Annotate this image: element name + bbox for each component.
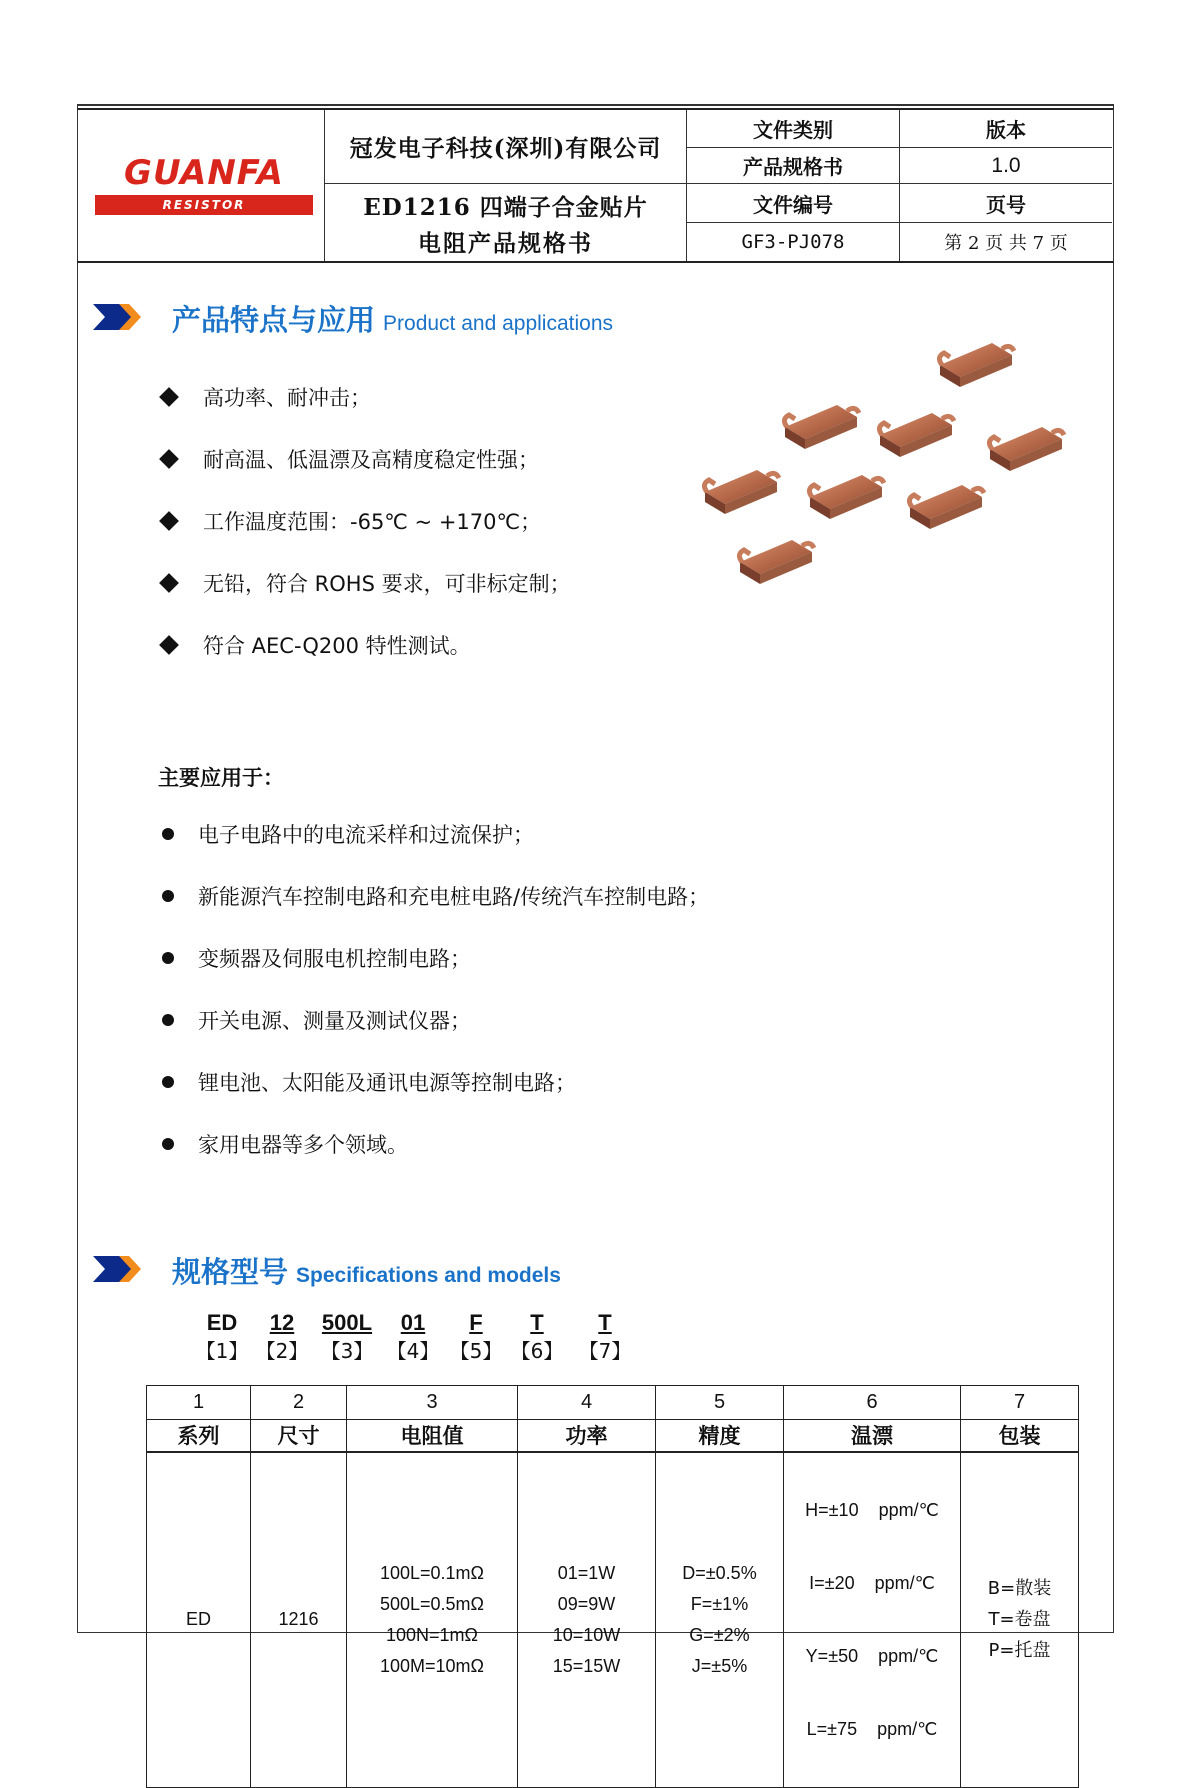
code-index: 【2】: [255, 1339, 309, 1363]
list-item: 变频器及伺服电机控制电路；: [158, 943, 471, 973]
table-cell: 5: [656, 1386, 784, 1420]
resistor-icon: [739, 540, 814, 584]
diamond-bullet-icon: [159, 573, 179, 593]
file-number-label: 文件编号: [753, 192, 833, 217]
series-cell: ED: [147, 1452, 251, 1788]
file-category-label: 文件类别: [753, 118, 833, 142]
logo-brand: GUANFA: [124, 153, 284, 193]
page-number-value: 第 2 页 共 7 页: [944, 233, 1068, 254]
features-title-zh: 产品特点与应用: [172, 303, 376, 337]
power-cell: 01=1W 09=9W 10=10W 15=15W: [518, 1452, 656, 1788]
file-category-value: 产品规格书: [743, 155, 843, 179]
code-index: 【5】: [449, 1339, 503, 1363]
specs-title-zh: 规格型号: [172, 1255, 289, 1289]
specs-section-title: [172, 1250, 561, 1291]
code-index: 【6】: [510, 1339, 564, 1363]
dot-bullet-icon: [162, 952, 174, 964]
table-header: 系列: [147, 1420, 251, 1452]
page-frame-top: [77, 104, 1114, 105]
applications-label: 主要应用于：: [158, 766, 284, 790]
list-item: 耐高温、低温漂及高精度稳定性强；: [158, 444, 539, 474]
dot-bullet-icon: [162, 890, 174, 902]
resistance-cell: 100L=0.1mΩ 500L=0.5mΩ 100N=1mΩ 100M=10mΩ: [347, 1452, 518, 1788]
section-arrow-icon: [93, 304, 141, 330]
resistor-icon: [809, 475, 884, 519]
table-header: 温漂: [784, 1420, 961, 1452]
table-row: [147, 1452, 1079, 1788]
table-header-row: [147, 1420, 1079, 1452]
table-cell: 6: [784, 1386, 961, 1420]
table-cell: 3: [347, 1386, 518, 1420]
code-part: T: [530, 1310, 544, 1335]
guanfa-logo: [95, 155, 313, 215]
resistor-icon: [704, 470, 779, 514]
dot-bullet-icon: [162, 828, 174, 840]
resistor-icon: [784, 405, 859, 449]
code-part: F: [469, 1310, 483, 1335]
list-item: 锂电池、太阳能及通讯电源等控制电路；: [158, 1067, 576, 1097]
dot-bullet-icon: [162, 1138, 174, 1150]
table-header: 功率: [518, 1420, 656, 1452]
code-index: 【4】: [386, 1339, 440, 1363]
diamond-bullet-icon: [159, 635, 179, 655]
spec-table: [146, 1385, 1079, 1788]
code-part: ED: [206, 1310, 238, 1335]
file-number-value: GF3-PJ078: [741, 231, 845, 253]
resistor-icon: [939, 343, 1014, 387]
section-arrow-icon: [93, 1256, 141, 1282]
specs-title-en: Specifications and models: [296, 1264, 561, 1287]
document-title-line1: ED1216 四端子合金贴片: [363, 193, 648, 221]
tolerance-cell: D=±0.5% F=±1% G=±2% J=±5%: [656, 1452, 784, 1788]
code-part: 500L: [321, 1310, 373, 1335]
table-cell: 1: [147, 1386, 251, 1420]
diamond-bullet-icon: [159, 387, 179, 407]
version-value: 1.0: [991, 153, 1021, 177]
dot-bullet-icon: [162, 1076, 174, 1088]
diamond-bullet-icon: [159, 449, 179, 469]
page-number-label: 页号: [986, 192, 1026, 217]
list-item: 电子电路中的电流采样和过流保护；: [158, 819, 534, 849]
code-part: 01: [400, 1310, 426, 1335]
code-part: T: [598, 1310, 612, 1335]
table-header: 包装: [961, 1420, 1079, 1452]
tcr-cell: H=±10 ppm/℃ I=±20 ppm/℃ Y=±50 ppm/℃ L=±75 ppm/℃: [784, 1452, 961, 1788]
table-cell: 2: [251, 1386, 347, 1420]
document-title-line2: 电阻产品规格书: [418, 229, 593, 257]
product-photo: [700, 335, 1070, 600]
code-index: 【1】: [195, 1339, 249, 1363]
company-name: 冠发电子科技(深圳)有限公司: [349, 135, 662, 162]
features-section-title: [172, 298, 613, 339]
code-part: 12: [269, 1310, 295, 1335]
document-header: [77, 108, 1114, 263]
logo-sub: RESISTOR: [95, 195, 313, 215]
list-item: 家用电器等多个领域。: [158, 1129, 408, 1159]
diamond-bullet-icon: [159, 511, 179, 531]
list-item: 工作温度范围：-65℃ ~ +170℃；: [158, 506, 541, 536]
table-cell: 4: [518, 1386, 656, 1420]
list-item: 开关电源、测量及测试仪器；: [158, 1005, 471, 1035]
resistor-icon: [989, 427, 1064, 471]
dot-bullet-icon: [162, 1014, 174, 1026]
resistor-icon: [879, 413, 954, 457]
size-cell: 1216: [251, 1452, 347, 1788]
table-row: [147, 1386, 1079, 1420]
table-header: 精度: [656, 1420, 784, 1452]
list-item: 无铅，符合 ROHS 要求，可非标定制；: [158, 568, 571, 598]
features-title-en: Product and applications: [383, 312, 614, 335]
table-cell: 7: [961, 1386, 1079, 1420]
table-header: 电阻值: [347, 1420, 518, 1452]
code-index: 【7】: [578, 1339, 632, 1363]
packing-cell: B=散装 T=卷盘 P=托盘: [961, 1452, 1079, 1788]
resistor-icon: [909, 485, 984, 529]
code-index: 【3】: [320, 1339, 374, 1363]
version-label: 版本: [986, 118, 1026, 142]
table-header: 尺寸: [251, 1420, 347, 1452]
list-item: 新能源汽车控制电路和充电桩电路/传统汽车控制电路；: [158, 881, 709, 911]
list-item: 高功率、耐冲击；: [158, 382, 371, 412]
list-item: 符合 AEC-Q200 特性测试。: [158, 630, 471, 660]
